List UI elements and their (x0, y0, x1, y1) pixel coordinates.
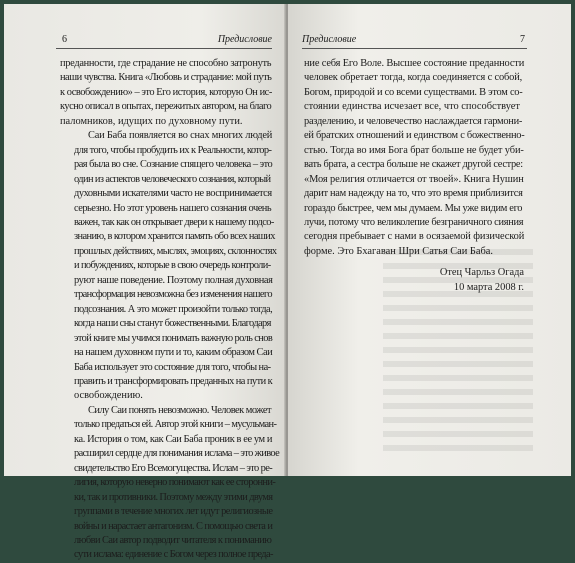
paragraph (60, 129, 277, 404)
text-line: подсознания. А это может произойти только тогда, (74, 303, 273, 315)
text-line: лигия, которую неверно понимают как ее сторонни- (74, 477, 276, 489)
text-line: войны и нарастает антагонизм. С помощью света и (74, 520, 273, 532)
text-line: любви Саи автор подводит читателя к пониманию (74, 534, 272, 546)
open-book-spread (4, 4, 571, 561)
text-line: группами в течение многих лет идут религиозные (74, 506, 273, 518)
text-line: ние себя Его Воле. Высшее состояние преданности (304, 58, 525, 69)
running-title: Предисловие (217, 34, 272, 45)
body-text (60, 57, 280, 563)
show-through-texture (383, 249, 533, 459)
page-number: 7 (520, 34, 525, 45)
running-title: Предисловие (302, 34, 357, 45)
text-line: знанию, в котором хранится память обо всех наших (74, 231, 275, 243)
text-line: править и трансформировать преданных на пути к (74, 375, 273, 387)
right-page (288, 4, 571, 476)
text-line: паломников, идущих по духовному пути. (60, 115, 243, 127)
text-line: стоянии единства исчезает все, что способствует (304, 101, 520, 113)
text-line: для того, чтобы пробудить их к Реальности, котор- (74, 144, 272, 156)
paragraph (60, 57, 272, 129)
text-line: ка. История о том, как Саи Баба проник в ее ум и (74, 433, 273, 445)
signature-date: 10 марта 2008 г. (453, 281, 524, 293)
text-line: лучи, потому что великолепие безграничного сияния (304, 216, 524, 228)
paragraph (60, 404, 280, 563)
text-line: сути ислама: единение с Богом через полное преда- (74, 549, 273, 561)
text-line: прошлых действиях, мыслях, эмоциях, склонностях (74, 245, 277, 257)
text-line: человек обретает тогда, когда соединяется с собой, (304, 72, 523, 84)
text-line: Саи Баба появляется во снах многих людей (88, 130, 273, 142)
text-line: ей братских отношений и единством с божественно- (304, 130, 525, 142)
text-line: Баба использует это состояние для того, чтобы на- (74, 361, 271, 373)
text-line: ки, так и противники. Поэтому между этими двумя (74, 491, 273, 503)
text-line: руют наше поведение. Поэтому полная духовная (74, 274, 273, 286)
text-line: к освобождению» – это Его история, которую Он ис- (60, 86, 272, 98)
left-page-header (4, 34, 286, 48)
text-line: и побуждениях, которые в свою очередь контроли- (74, 260, 271, 272)
paragraph (304, 57, 524, 259)
text-line: «Моя религия отличается от твоей». Книга Нушин (304, 173, 524, 185)
text-line: этой книге мы учимся понимать важную роль снов (74, 332, 273, 344)
signature-author: Отец Чарльз Огада (439, 267, 524, 278)
text-line: вать брата, а сестра больше не скажет другой сестре: (304, 159, 523, 171)
text-line: на нашем духовном пути и то, каким образом Саи (74, 347, 273, 359)
text-line: рая была во сне. Сознание спящего человека – это (74, 159, 273, 171)
text-line: когда наши сны станут божественными. Благодаря (74, 318, 271, 330)
text-line: форме. Это Бхагаван Шри Сатья Саи Баба. (304, 245, 493, 257)
text-line: свидетельство Его Всемогущества. Ислам – это ре- (74, 462, 273, 474)
text-line: трансформация невозможна без изменения нашего (74, 289, 272, 301)
header-rule (302, 48, 527, 49)
text-line: преданности, где страдание не способно затронуть (60, 58, 272, 69)
text-line: серьезно. Но этот уровень нашего сознания очень (74, 202, 272, 214)
text-line: стью. Тогда во имя Бога брат больше не будет уби- (304, 144, 524, 156)
text-line: сегодня пребывает с нами в осязаемой физической (304, 231, 525, 243)
text-line: гораздо быстрее, чем мы думаем. Мы уже видим его (304, 202, 523, 214)
text-line: кусно описал в опытах, пережитых автором, на благо (60, 101, 272, 113)
text-line: важен, так как он открывает двери к нашему подсо- (74, 216, 274, 228)
text-line: один из аспектов человеческого сознания, который (74, 173, 271, 185)
text-line: духовными искателями часто не воспринимается (74, 188, 272, 200)
text-line: Силу Саи понять невозможно. Человек может (88, 404, 271, 416)
left-page (4, 4, 286, 561)
text-line: освобождению. (74, 390, 143, 402)
text-line: расширил сердце для понимания ислама – это живое (74, 448, 280, 460)
text-line: наши чувства. Книга «Любовь и страдание: мой путь (60, 72, 272, 84)
body-text (304, 57, 524, 259)
text-line: Богом, природой и со всеми существами. В этом со- (304, 86, 523, 98)
page-number: 6 (62, 34, 67, 45)
text-line: только предаться ей. Автор этой книги – мусульман- (74, 419, 277, 431)
text-line: разделению, и человечество наслаждается гармони- (304, 115, 523, 127)
header-rule (56, 48, 272, 49)
text-line: дарит нам надежду на то, что это время приблизится (304, 188, 523, 200)
right-page-header (288, 34, 571, 48)
